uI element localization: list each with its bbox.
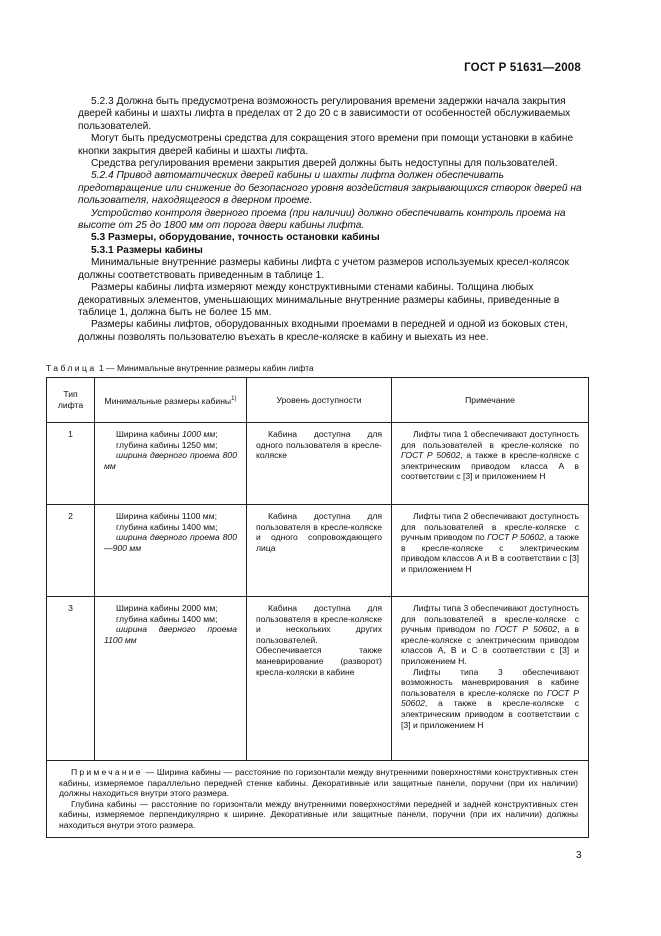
row-type-number: 1 — [47, 423, 95, 505]
table-footnote — [47, 761, 589, 838]
depth-value: глубина кабины 1250 мм; — [116, 439, 218, 450]
access-text: Кабина доступна для пользователя в кресле-коляске и нескольких других пользователей. Обеспечивается также маневрирование (разворот) кресла-коляски в кабине — [256, 603, 382, 677]
header-dims-label: Минимальные размеры кабины — [104, 395, 232, 406]
para-5-2-3: 5.2.3 Должна быть предусмотрена возможность регулирования времени задержки начала закрытия дверей кабины и шахты лифта в пределах от 2 до 20 с в зависимости от особенностей обслуживаемых пользователей. — [78, 96, 571, 132]
width-suffix: ; — [215, 429, 218, 439]
footnote-label: Примечание — [71, 767, 143, 777]
para-5-3-1-c: Размеры кабины лифтов, оборудованных входными проемами в передней и одной из боковых стен, должны позволять пользователю въехать в кресле-коляске в кабину и выехать из нее. — [78, 319, 568, 343]
table-caption-text: 1 — Минимальные внутренние размеры кабин лифта — [96, 363, 314, 373]
door-width: ширина дверного проема 800 мм — [104, 450, 237, 471]
row-dims — [95, 505, 247, 597]
table-caption — [46, 363, 586, 373]
header-dims — [95, 378, 247, 423]
width-label: Ширина кабины 2000 мм; — [116, 603, 218, 613]
para-5-2-3-b: Могут быть предусмотрены средства для сокращения этого времени при помощи установки в кабине кнопки закрытия дверей кабины и шахты лифта. — [78, 133, 574, 157]
row-dims — [95, 423, 247, 505]
width-value: 1000 мм — [181, 429, 216, 439]
table-row — [47, 505, 589, 597]
header-note: Примечание — [392, 378, 589, 423]
note-text: Лифты типа 1 обеспечивают доступность для пользователей в кресле-коляске по — [401, 429, 579, 450]
note-text-2: Лифты типа 3 обеспечивают возможность маневрирования в кабине пользователя в кресле-коляске по — [401, 666, 579, 698]
access-text: Кабина доступна для одного пользователя в кресле-коляске — [256, 429, 382, 461]
para-5-2-3-c: Средства регулирования времени закрытия дверей должны быть недоступны для пользователей. — [91, 158, 558, 170]
header-type: Тип лифта — [47, 378, 95, 423]
depth-value: глубина кабины 1400 мм; — [116, 613, 218, 624]
note-text: Лифты типа 3 обеспечивают доступность для пользователей в кресле-коляске с ручным приводом по — [401, 603, 579, 635]
door-width: ширина дверного проема 800—900 мм — [104, 532, 237, 553]
note-text-2-continued: , а также в кресле-коляске с электрическим приводом в соответствии с [3] и приложением H — [401, 698, 579, 730]
door-width: ширина дверного проема 1100 мм — [104, 624, 237, 645]
note-text-continued: , а также в кресле-коляске с электрическим приводом класса A в соответствии с [3] и приложением H — [401, 450, 579, 482]
row-type-number: 3 — [47, 597, 95, 761]
row-dims — [95, 597, 247, 761]
note-standard-ref: ГОСТ Р 50602 — [487, 532, 544, 543]
para-5-3-1-a: Минимальные внутренние размеры кабины лифта с учетом размеров используемых кресел-колясок должны соответствовать приведенным в таблице 1. — [78, 257, 569, 281]
row-access — [247, 423, 392, 505]
note-standard-ref: ГОСТ Р 50602 — [401, 450, 461, 461]
page-number: 3 — [576, 850, 582, 861]
table-footnote-row — [47, 761, 589, 838]
body-text — [78, 96, 583, 344]
footnote-width-definition: — Ширина кабины — расстояние по горизонтали между внутренними поверхностями конструктивных стен кабины, измеряемое параллельно передней стенке кабины. Декоративные или защитные панели, поручни (при их наличии) должны находиться внутри этого размера. — [59, 767, 578, 799]
para-5-2-4-b: Устройство контроля дверного проема (при наличии) должно обеспечивать контроль проема на высоте от 25 до 1800 мм от порога двери кабины лифта. — [78, 207, 566, 232]
row-type-number: 2 — [47, 505, 95, 597]
note-text-continued: , а в кресле-коляске с электрическим приводом классов A, B и C в соответствии с [3] и приложением H. — [401, 624, 579, 666]
row-note — [392, 505, 589, 597]
para-5-3-1-b: Размеры кабины лифта измеряют между конструктивными стенами кабины. Толщина любых декоративных элементов, уменьшающих минимальные внутренние размеры кабины, приведенные в таблице 1, должна быть не более 15 мм. — [78, 282, 560, 318]
note-standard-ref-2: ГОСТ Р 50602 — [401, 687, 579, 709]
footnote-depth-definition: Глубина кабины — расстояние по горизонтали между внутренними поверхностями передней и задней конструктивных стен кабины, измеряемое перпендикулярно к ширине. Декоративные или защитные панели, поручни (при их наличии) должны находиться внутри этого размера. — [59, 798, 578, 830]
row-access — [247, 505, 392, 597]
depth-value: глубина кабины 1400 мм; — [116, 521, 218, 532]
heading-5-3: 5.3 Размеры, оборудование, точность остановки кабины — [91, 232, 380, 244]
table-row — [47, 423, 589, 505]
note-standard-ref: ГОСТ Р 50602 — [495, 624, 558, 635]
table-caption-prefix: Таблица — [46, 363, 97, 373]
width-label: Ширина кабины 1100 мм; — [116, 511, 218, 521]
header-dims-footnote-mark: 1) — [231, 395, 237, 402]
table-row — [47, 597, 589, 761]
heading-5-3-1: 5.3.1 Размеры кабины — [91, 244, 203, 256]
width-label: Ширина кабины — [116, 429, 182, 439]
document-code: ГОСТ Р 51631—2008 — [464, 62, 581, 74]
para-5-2-4: 5.2.4 Привод автоматических дверей кабины и шахты лифта должен обеспечивать предотвращение или снижение до безопасного уровня воздействия закрывающихся створок дверей на пользователя, находящегося в дверном проеме. — [78, 170, 582, 207]
table-header-row — [47, 378, 589, 423]
row-note — [392, 597, 589, 761]
row-access — [247, 597, 392, 761]
access-text: Кабина доступна для пользователя в кресле-коляске и одного сопровождающего лица — [256, 511, 382, 553]
header-access: Уровень доступности — [247, 378, 392, 423]
row-note — [392, 423, 589, 505]
note-text-continued: , а также в кресле-коляске с электрическим приводом классов A и B в соответствии с [3] и приложением H — [401, 532, 579, 574]
note-text: Лифты типа 2 обеспечивают доступность для пользователей в кресле-коляске с ручным приводом по — [401, 511, 579, 543]
lift-dimensions-table — [46, 377, 589, 838]
